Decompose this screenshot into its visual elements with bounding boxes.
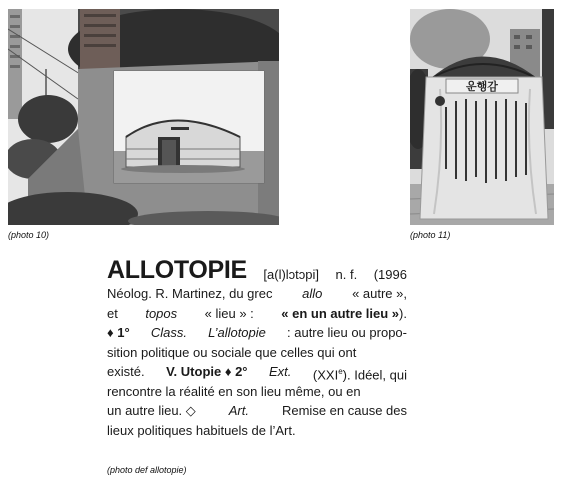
photo-10-caption: (photo 10)	[8, 230, 50, 240]
photo-10	[8, 9, 279, 225]
grammatical-category: n. f.	[335, 266, 358, 282]
entry-date: (1996	[373, 266, 407, 282]
entry-line-7: rencontre la réalité en son lieu même, ou en	[107, 383, 361, 399]
entry-line-2: Néolog. R. Martinez, du grec allo « autre »,	[107, 286, 407, 301]
definition-caption: (photo def allotopie)	[107, 465, 187, 475]
covered-tent-with-umbrella-photo	[410, 9, 554, 225]
tent-sign-text: 운행감	[466, 80, 498, 93]
pronunciation: [a(l)lɔtɔpi]	[263, 266, 320, 282]
headword: ALLOTOPIE	[107, 256, 247, 284]
entry-line-1	[107, 256, 407, 284]
dictionary-entry	[107, 256, 407, 440]
photo-11	[410, 9, 554, 225]
entry-line-8: un autre lieu. ◇ Art. Remise en cause des	[107, 403, 407, 418]
entry-line-5: sition politique ou sociale que celles qui ont	[107, 344, 357, 360]
entry-line-9: lieux politiques habituels de l’Art.	[107, 422, 296, 438]
photo-11-caption: (photo 11)	[410, 230, 451, 240]
entry-line-3: et topos « lieu » : « en un autre lieu »).	[107, 305, 407, 321]
entry-line-6: existé. V. Utopie ♦ 2° Ext. (XXIe). Idéel, qui	[107, 364, 407, 383]
yurt-billboard-photo	[8, 9, 279, 225]
entry-line-4: ♦ 1° Class. L’allotopie : autre lieu ou propo-	[107, 325, 407, 340]
